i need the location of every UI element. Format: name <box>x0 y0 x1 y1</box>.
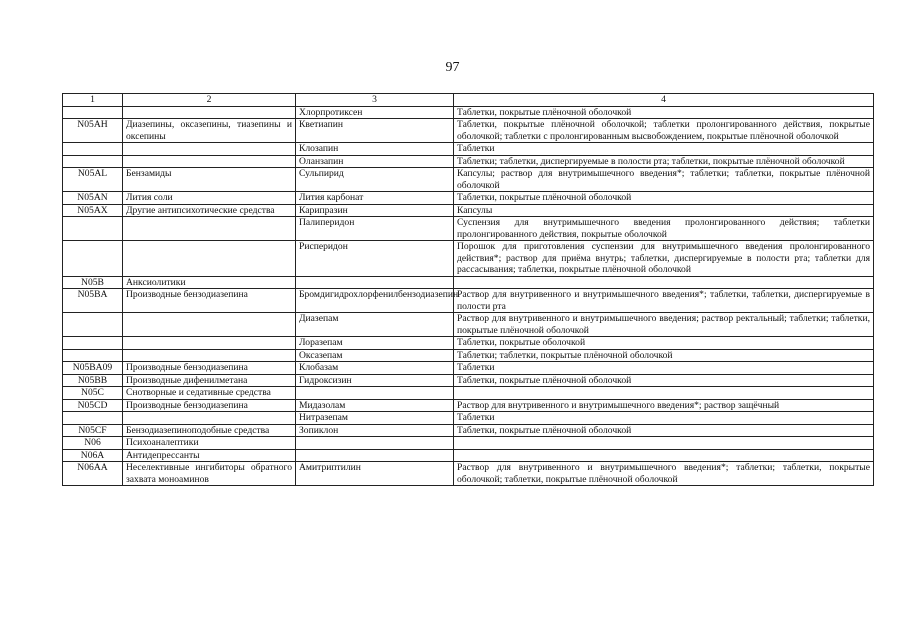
group-cell: Производные бензодиазепина <box>123 399 296 412</box>
drug-name-cell: Лоразепам <box>296 337 454 350</box>
code-cell <box>63 313 123 337</box>
drug-name-cell: Бромдигидрохлорфенилбензодиазепин <box>296 289 454 313</box>
group-cell <box>123 313 296 337</box>
table-row <box>63 204 874 217</box>
code-cell <box>63 106 123 119</box>
dosage-forms-cell: Таблетки; таблетки, покрытые плёночной оболочкой <box>454 349 874 362</box>
table-row <box>63 374 874 387</box>
drug-name-cell: Оксазепам <box>296 349 454 362</box>
drug-name-cell: Гидроксизин <box>296 374 454 387</box>
dosage-forms-cell: Раствор для внутривенного и внутримышечного введения*; таблетки, таблетки, диспергируемые в полости рта <box>454 289 874 313</box>
code-cell: N05AN <box>63 192 123 205</box>
header-cell-group: 2 <box>123 94 296 107</box>
group-cell: Бензамиды <box>123 168 296 192</box>
table-row <box>63 217 874 241</box>
dosage-forms-cell: Таблетки, покрытые плёночной оболочкой <box>454 106 874 119</box>
group-cell <box>123 217 296 241</box>
table-row <box>63 349 874 362</box>
dosage-forms-cell: Таблетки; таблетки, диспергируемые в полости рта; таблетки, покрытые плёночной оболочкой <box>454 155 874 168</box>
group-cell: Лития соли <box>123 192 296 205</box>
dosage-forms-cell: Раствор для внутривенного и внутримышечного введения*; таблетки; таблетки, покрытые оболочкой; таблетки, покрытые плёночной оболочкой <box>454 462 874 486</box>
code-cell: N05BA09 <box>63 362 123 375</box>
table-row <box>63 192 874 205</box>
group-cell: Производные дифенилметана <box>123 374 296 387</box>
dosage-forms-cell: Таблетки, покрытые плёночной оболочкой <box>454 192 874 205</box>
code-cell: N05AL <box>63 168 123 192</box>
dosage-forms-cell: Таблетки, покрытые плёночной оболочкой; таблетки пролонгированного действия, покрытые оболочкой; таблетки с пролонгированным высвобождением, покрытые плёночной оболочкой <box>454 119 874 143</box>
table-row <box>63 155 874 168</box>
table-row <box>63 362 874 375</box>
table-row <box>63 337 874 350</box>
drug-name-cell <box>296 387 454 400</box>
dosage-forms-cell: Раствор для внутривенного и внутримышечного введения; раствор ректальный; таблетки; таблетки, покрытые плёночной оболочкой <box>454 313 874 337</box>
group-cell: Производные бензодиазепина <box>123 289 296 313</box>
group-cell <box>123 337 296 350</box>
table-row <box>63 241 874 277</box>
table-row <box>63 437 874 450</box>
code-cell: N05CF <box>63 424 123 437</box>
table-row <box>63 119 874 143</box>
group-cell <box>123 106 296 119</box>
group-cell <box>123 349 296 362</box>
code-cell: N05BA <box>63 289 123 313</box>
table-row <box>63 106 874 119</box>
drug-name-cell: Нитразепам <box>296 412 454 425</box>
drug-name-cell: Амитриптилин <box>296 462 454 486</box>
dosage-forms-cell: Таблетки, покрытые оболочкой <box>454 337 874 350</box>
dosage-forms-cell <box>454 449 874 462</box>
code-cell <box>63 217 123 241</box>
drug-name-cell <box>296 449 454 462</box>
group-cell <box>123 155 296 168</box>
group-cell: Анксиолитики <box>123 276 296 289</box>
code-cell: N05C <box>63 387 123 400</box>
table-row <box>63 424 874 437</box>
code-cell <box>63 155 123 168</box>
table-row <box>63 168 874 192</box>
drug-name-cell: Сульпирид <box>296 168 454 192</box>
group-cell: Психоаналептики <box>123 437 296 450</box>
table-row <box>63 462 874 486</box>
code-cell <box>63 412 123 425</box>
drug-name-cell: Рисперидон <box>296 241 454 277</box>
group-cell: Бензодиазепиноподобные средства <box>123 424 296 437</box>
dosage-forms-cell <box>454 437 874 450</box>
code-cell: N05AX <box>63 204 123 217</box>
group-cell <box>123 241 296 277</box>
dosage-forms-cell: Капсулы <box>454 204 874 217</box>
header-cell-forms: 4 <box>454 94 874 107</box>
table-row <box>63 289 874 313</box>
dosage-forms-cell: Таблетки <box>454 362 874 375</box>
dosage-forms-cell: Таблетки, покрытые плёночной оболочкой <box>454 374 874 387</box>
group-cell: Неселективные ингибиторы обратного захвата моноаминов <box>123 462 296 486</box>
code-cell: N05AH <box>63 119 123 143</box>
table-row <box>63 412 874 425</box>
code-cell <box>63 143 123 156</box>
code-cell: N06AA <box>63 462 123 486</box>
dosage-forms-cell: Капсулы; раствор для внутримышечного введения*; таблетки; таблетки, покрытые плёночной оболочкой <box>454 168 874 192</box>
group-cell <box>123 412 296 425</box>
table-row <box>63 399 874 412</box>
dosage-forms-cell: Таблетки <box>454 412 874 425</box>
drug-name-cell: Клобазам <box>296 362 454 375</box>
group-cell: Антидепрессанты <box>123 449 296 462</box>
drug-name-cell: Лития карбонат <box>296 192 454 205</box>
header-cell-code: 1 <box>63 94 123 107</box>
page-number: 97 <box>445 60 460 75</box>
drug-name-cell: Мидазолам <box>296 399 454 412</box>
group-cell <box>123 143 296 156</box>
code-cell: N05CD <box>63 399 123 412</box>
drug-name-cell: Хлорпротиксен <box>296 106 454 119</box>
group-cell: Диазепины, оксазепины, тиазепины и оксепины <box>123 119 296 143</box>
drug-name-cell: Диазепам <box>296 313 454 337</box>
dosage-forms-cell: Суспензия для внутримышечного введения пролонгированного действия; таблетки пролонгированного действия, покрытые оболочкой <box>454 217 874 241</box>
table-row <box>63 276 874 289</box>
table-row <box>63 143 874 156</box>
table-row <box>63 387 874 400</box>
group-cell: Снотворные и седативные средства <box>123 387 296 400</box>
dosage-forms-cell: Раствор для внутривенного и внутримышечного введения*; раствор защёчный <box>454 399 874 412</box>
drug-name-cell <box>296 437 454 450</box>
group-cell: Производные бензодиазепина <box>123 362 296 375</box>
drug-name-cell: Клозапин <box>296 143 454 156</box>
drug-name-cell: Палиперидон <box>296 217 454 241</box>
drug-name-cell: Кветиапин <box>296 119 454 143</box>
code-cell: N05BB <box>63 374 123 387</box>
dosage-forms-cell: Таблетки <box>454 143 874 156</box>
code-cell: N06A <box>63 449 123 462</box>
code-cell: N05B <box>63 276 123 289</box>
drug-name-cell: Зопиклон <box>296 424 454 437</box>
code-cell <box>63 349 123 362</box>
code-cell <box>63 337 123 350</box>
table-header-row <box>63 94 874 107</box>
table-row <box>63 449 874 462</box>
drug-name-cell: Оланзапин <box>296 155 454 168</box>
drug-name-cell: Карипразин <box>296 204 454 217</box>
code-cell: N06 <box>63 437 123 450</box>
dosage-forms-cell <box>454 276 874 289</box>
code-cell <box>63 241 123 277</box>
group-cell: Другие антипсихотические средства <box>123 204 296 217</box>
table-row <box>63 313 874 337</box>
dosage-forms-cell: Таблетки, покрытые плёночной оболочкой <box>454 424 874 437</box>
medication-table <box>62 93 874 486</box>
dosage-forms-cell: Порошок для приготовления суспензии для внутримышечного введения пролонгированного действия*; раствор для приёма внутрь; таблетки, диспергируемые в полости рта; таблетки для рассасывания; таблетки, покрытые плёночной оболочкой <box>454 241 874 277</box>
drug-name-cell <box>296 276 454 289</box>
dosage-forms-cell <box>454 387 874 400</box>
header-cell-drug: 3 <box>296 94 454 107</box>
